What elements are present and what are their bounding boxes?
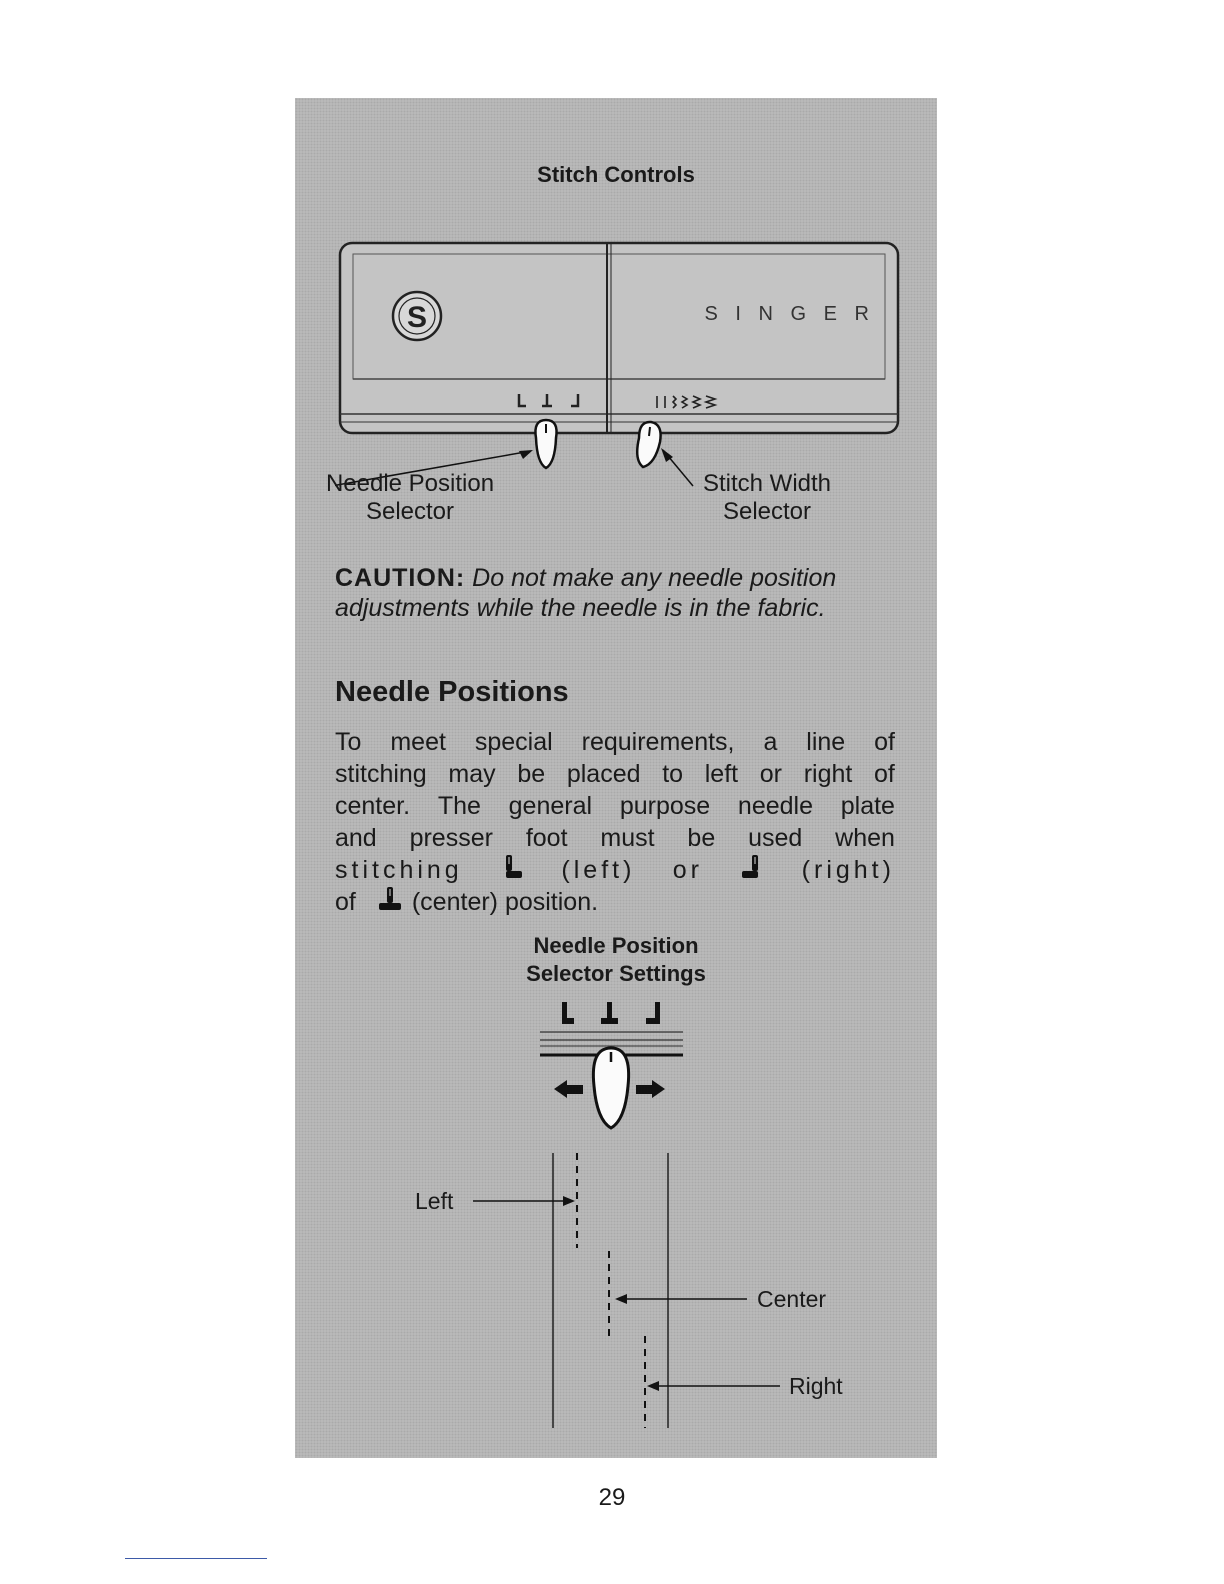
center-position-label: Center: [757, 1286, 827, 1312]
paragraph-line-2: [335, 758, 895, 790]
word: or: [759, 760, 783, 788]
word: presser: [409, 824, 493, 852]
stitch-controls-title: Stitch Controls: [537, 162, 695, 187]
needle-right-icon: [740, 854, 764, 880]
word: stitching: [335, 856, 463, 884]
needle-selector-line2: Selector: [365, 498, 455, 525]
stitch-controls-illustration: [335, 238, 905, 498]
needle-positions-paragraph: [335, 726, 895, 918]
word: to: [662, 760, 684, 788]
left-position-label: Left: [415, 1188, 454, 1214]
word: and: [335, 824, 377, 852]
paragraph-line-6: [335, 886, 895, 918]
width-selector-line2: Selector: [722, 498, 812, 525]
word: may: [448, 760, 496, 788]
word: left: [704, 760, 739, 788]
word: needle: [737, 792, 813, 820]
word: must: [600, 824, 655, 852]
word: used: [748, 824, 803, 852]
needle-right-icon: [646, 1002, 660, 1024]
width-selector-line1: Stitch Width: [702, 470, 832, 497]
paragraph-line-3: [335, 790, 895, 822]
word: right: [803, 760, 853, 788]
word: plate: [840, 792, 895, 820]
word: center.: [335, 792, 411, 820]
paragraph-line-1: [335, 726, 895, 758]
word: To: [335, 728, 362, 756]
needle-left-icon: [562, 1002, 574, 1024]
word: of: [335, 888, 356, 916]
needle-positions-heading: Needle Positions: [335, 676, 569, 708]
needle-position-selector-label: [317, 470, 503, 526]
logo-letter: S: [406, 301, 428, 334]
word: meet: [390, 728, 446, 756]
needle-position-diagram: [295, 998, 937, 1438]
stitch-width-knob: [637, 422, 660, 467]
caution-note: [335, 563, 905, 623]
word: (left): [561, 856, 636, 884]
word: be: [687, 824, 716, 852]
word: of: [874, 760, 895, 788]
word: (right): [801, 856, 895, 884]
word: foot: [525, 824, 568, 852]
word: or: [672, 856, 703, 884]
manual-page-panel: [295, 98, 937, 1458]
word: special: [474, 728, 553, 756]
word: general: [508, 792, 593, 820]
needle-center-icon: [601, 1002, 618, 1024]
word: requirements,: [581, 728, 735, 756]
needle-center-icon: [376, 886, 404, 912]
stitch-width-selector-label: [692, 470, 842, 526]
selector-settings-line2: Selector Settings: [526, 961, 706, 986]
arrow-right-icon: [636, 1080, 665, 1098]
needle-position-knob: [535, 420, 556, 468]
word: purpose: [619, 792, 711, 820]
selector-settings-title: [295, 932, 937, 988]
word: of: [874, 728, 895, 756]
word: placed: [566, 760, 641, 788]
word: a: [763, 728, 778, 756]
needle-left-icon: [500, 854, 524, 880]
paragraph-line-5: [335, 854, 895, 886]
footer-rule: [125, 1558, 267, 1559]
paragraph-line-4: [335, 822, 895, 854]
page-number: 29: [598, 1484, 626, 1511]
brand-name: S I N G E R: [704, 303, 875, 325]
selector-settings-line1: Needle Position: [533, 933, 699, 958]
singer-s-logo-icon: [393, 292, 441, 340]
word: line: [806, 728, 846, 756]
word: stitching: [335, 760, 427, 788]
caution-label: CAUTION:: [335, 564, 466, 592]
word: when: [835, 824, 895, 852]
right-position-label: Right: [789, 1373, 843, 1399]
word: The: [437, 792, 481, 820]
caution-text: Do not make any needle position adjustments while the needle is in the fabric.: [335, 564, 837, 622]
word: (center) position.: [411, 888, 599, 916]
word: be: [517, 760, 546, 788]
needle-selector-line1: Needle Position: [325, 470, 495, 497]
arrow-left-icon: [554, 1080, 583, 1098]
